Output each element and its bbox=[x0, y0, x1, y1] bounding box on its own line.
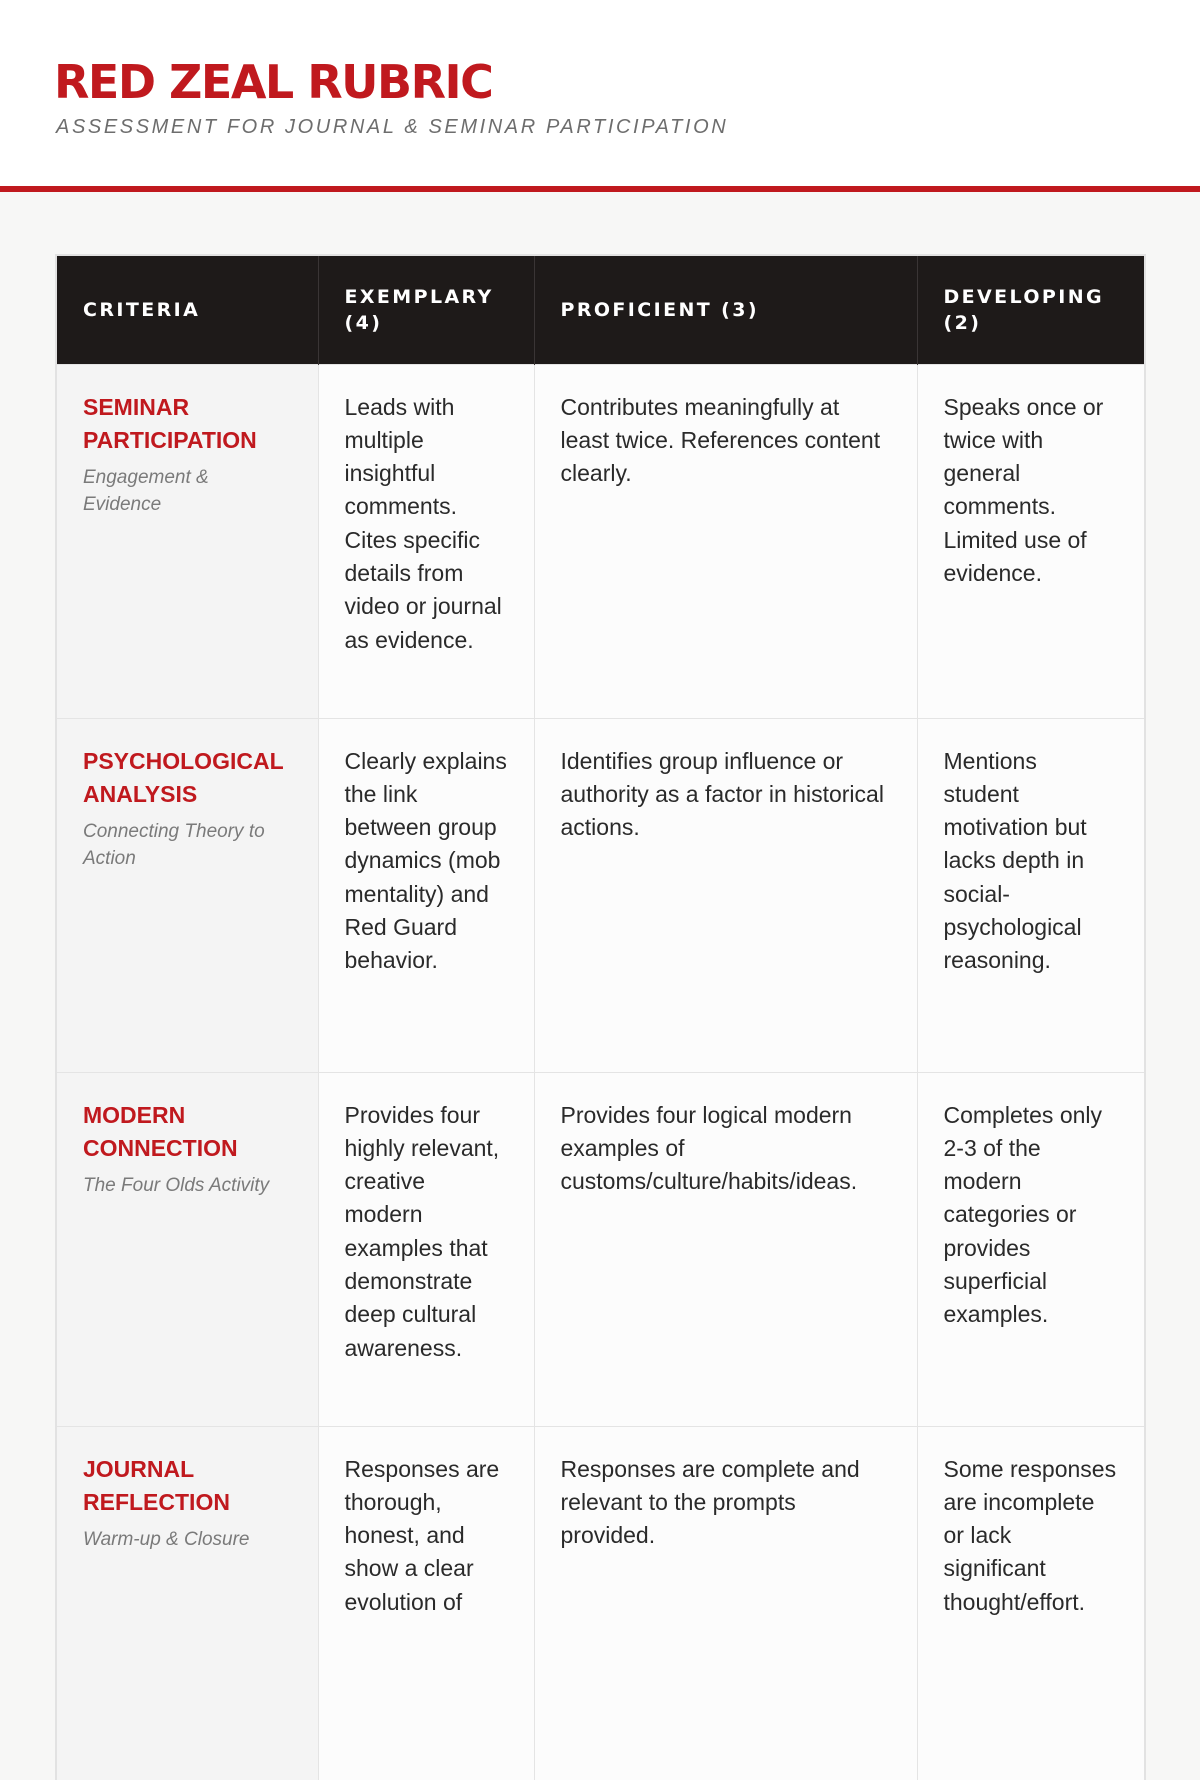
page-title: RED ZEAL RUBRIC bbox=[54, 55, 493, 109]
column-header-exemplary: EXEMPLARY (4) bbox=[318, 256, 534, 364]
page-subtitle: ASSESSMENT FOR JOURNAL & SEMINAR PARTICIPATION bbox=[56, 116, 729, 138]
criteria-cell bbox=[57, 1426, 318, 1780]
proficient-cell: Responses are complete and relevant to the prompts provided. bbox=[534, 1426, 917, 1780]
table-row bbox=[57, 1426, 1144, 1780]
column-header-proficient: PROFICIENT (3) bbox=[534, 256, 917, 364]
criteria-cell bbox=[57, 718, 318, 1072]
criteria-cell bbox=[57, 1072, 318, 1426]
criteria-name: JOURNAL REFLECTION bbox=[83, 1455, 230, 1515]
criteria-subtitle: Connecting Theory to Action bbox=[83, 821, 265, 869]
rubric-table bbox=[55, 254, 1146, 1780]
exemplary-cell: Clearly explains the link between group dynamics (mob mentality) and Red Guard behavior. bbox=[318, 718, 534, 1072]
developing-cell: Speaks once or twice with general comments. Limited use of evidence. bbox=[917, 364, 1144, 718]
developing-cell: Some responses are incomplete or lack significant thought/effort. bbox=[917, 1426, 1144, 1780]
proficient-cell: Contributes meaningfully at least twice. References content clearly. bbox=[534, 364, 917, 718]
proficient-cell: Provides four logical modern examples of customs/culture/habits/ideas. bbox=[534, 1072, 917, 1426]
column-header-developing: DEVELOPING (2) bbox=[917, 256, 1144, 364]
exemplary-cell: Leads with multiple insightful comments. Cites specific details from video or journal as evidence. bbox=[318, 364, 534, 718]
criteria-name: SEMINAR PARTICIPATION bbox=[83, 393, 257, 453]
criteria-name: PSYCHOLOGICAL ANALYSIS bbox=[83, 747, 284, 807]
column-header-criteria: CRITERIA bbox=[57, 256, 318, 364]
table-header-row bbox=[57, 256, 1144, 364]
table-row bbox=[57, 1072, 1144, 1426]
criteria-name: MODERN CONNECTION bbox=[83, 1101, 238, 1161]
developing-cell: Completes only 2-3 of the modern categories or provides superficial examples. bbox=[917, 1072, 1144, 1426]
table-row bbox=[57, 364, 1144, 718]
criteria-cell bbox=[57, 364, 318, 718]
table-row bbox=[57, 718, 1144, 1072]
page-header bbox=[0, 0, 1200, 192]
developing-cell: Mentions student motivation but lacks depth in social-psychological reasoning. bbox=[917, 718, 1144, 1072]
exemplary-cell: Provides four highly relevant, creative modern examples that demonstrate deep cultural awareness. bbox=[318, 1072, 534, 1426]
criteria-subtitle: The Four Olds Activity bbox=[83, 1175, 270, 1197]
criteria-subtitle: Warm-up & Closure bbox=[83, 1529, 250, 1551]
exemplary-cell: Responses are thorough, honest, and show a clear evolution of bbox=[318, 1426, 534, 1780]
proficient-cell: Identifies group influence or authority as a factor in historical actions. bbox=[534, 718, 917, 1072]
criteria-subtitle: Engagement & Evidence bbox=[83, 467, 209, 515]
